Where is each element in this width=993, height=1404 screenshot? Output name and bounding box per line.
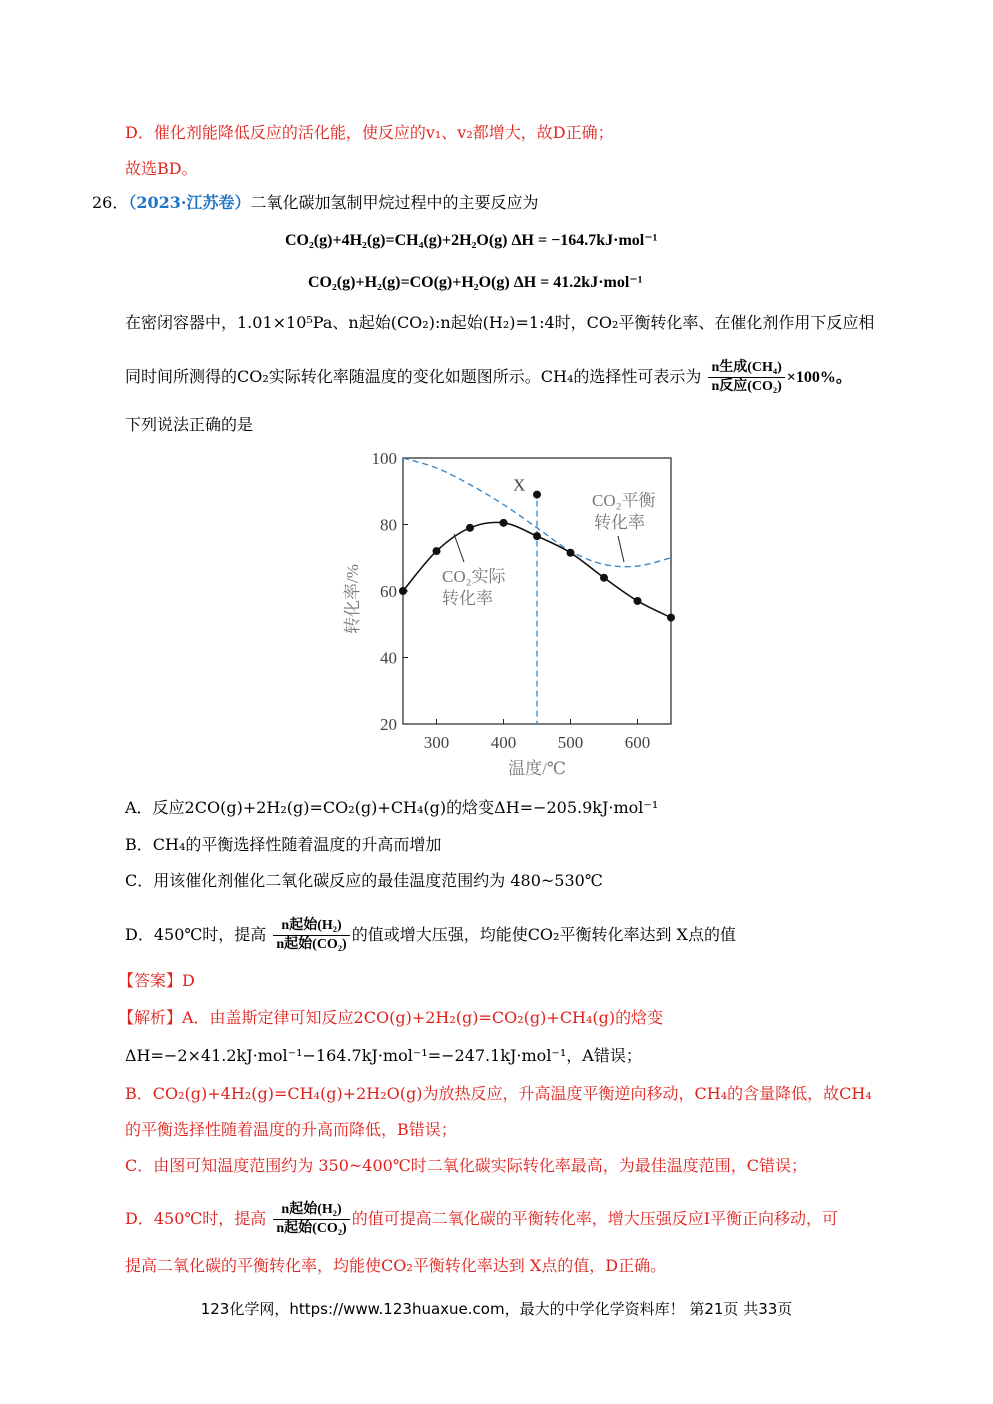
actual-data-point	[399, 587, 407, 595]
y-tick-label: 100	[371, 449, 397, 468]
prev-option-d: D．催化剂能降低反应的活化能，使反应的v₁、v₂都增大，故D正确；	[125, 123, 614, 142]
option-d-suffix: 的值或增大压强，均能使CO₂平衡转化率达到 X点的值	[351, 925, 736, 944]
equilibrium-label-line-1: CO₂平衡	[592, 491, 656, 510]
option-d	[125, 918, 736, 953]
answer-label: 【答案】D	[118, 971, 195, 990]
actual-data-point	[433, 547, 441, 555]
actual-label-line-1: CO₂实际	[442, 567, 506, 586]
analysis-d-numerator: n起始(H₂)	[273, 1202, 349, 1220]
condition-line-2	[125, 360, 852, 395]
page-footer: 123化学网，https://www.123huaxue.com，最大的中学化学资料库！ 第21页 共33页	[200, 1300, 793, 1318]
analysis-a-line-2: ΔH=−2×41.2kJ·mol⁻¹−164.7kJ·mol⁻¹=−247.1kJ·mol⁻¹，A错误；	[125, 1046, 642, 1065]
equation-2: CO₂(g)+H₂(g)=CO(g)+H₂O(g) ΔH = 41.2kJ·mol⁻¹	[308, 274, 643, 291]
y-tick-label: 60	[380, 582, 397, 601]
analysis-d-denominator: n起始(CO₂)	[276, 1221, 347, 1236]
point-x-marker	[533, 491, 541, 499]
analysis-d-fraction	[273, 1202, 349, 1237]
actual-data-point	[600, 574, 608, 582]
question-intro: 二氧化碳加氢制甲烷过程中的主要反应为	[250, 193, 539, 212]
actual-data-point	[567, 549, 575, 557]
analysis-d-line-1	[125, 1202, 838, 1237]
analysis-c: C．由图可知温度范围约为 350~400℃时二氧化碳实际转化率最高，为最佳温度范围，C错误；	[125, 1156, 807, 1175]
option-d-fraction	[273, 918, 349, 953]
option-a: A．反应2CO(g)+2H₂(g)=CO₂(g)+CH₄(g)的焓变ΔH=−205.9kJ·mol⁻¹	[125, 798, 659, 817]
selectivity-numerator: n生成(CH₄)	[708, 360, 784, 378]
x-tick-label: 600	[624, 733, 651, 752]
equilibrium-label-line-2: 转化率	[594, 513, 645, 532]
analysis-a-line-1: 【解析】A．由盖斯定律可知反应2CO(g)+2H₂(g)=CO₂(g)+CH₄(g)的焓变	[118, 1008, 664, 1027]
selectivity-fraction	[708, 360, 784, 395]
selectivity-denominator: n反应(CO₂)	[711, 379, 782, 394]
option-c: C．用该催化剂催化二氧化碳反应的最佳温度范围约为 480~530℃	[125, 871, 603, 890]
x-tick-label: 500	[557, 733, 584, 752]
equilibrium-label-leader	[618, 536, 624, 562]
x-axis-label: 温度/℃	[508, 759, 566, 778]
actual-data-point	[667, 614, 675, 622]
actual-data-point	[500, 519, 508, 527]
actual-label-line-2: 转化率	[442, 589, 493, 608]
analysis-b-line-2: 的平衡选择性随着温度的升高而降低，B错误；	[125, 1120, 457, 1139]
y-tick-label: 20	[380, 715, 397, 734]
selectivity-tail: ×100%。	[786, 369, 852, 386]
analysis-d-line-2: 提高二氧化碳的平衡转化率，均能使CO₂平衡转化率达到 X点的值，D正确。	[125, 1256, 667, 1275]
option-d-numerator: n起始(H₂)	[273, 918, 349, 936]
question-header	[92, 192, 539, 214]
question-source: （2023·江苏卷）	[128, 193, 251, 212]
y-tick-label: 40	[380, 648, 397, 668]
actual-data-point	[466, 524, 474, 532]
point-x-label: X	[513, 475, 526, 495]
actual-label-leader	[454, 534, 464, 562]
analysis-d-prefix: D．450℃时，提高	[125, 1209, 267, 1228]
option-b: B．CH₄的平衡选择性随着温度的升高而增加	[125, 835, 442, 854]
condition-line-2-text: 同时间所测得的CO₂实际转化率随温度的变化如题图所示。CH₄的选择性可表示为	[125, 367, 702, 386]
condition-line-1: 在密闭容器中，1.01×10⁵Pa、n起始(CO₂):n起始(H₂)=1:4时，CO₂平衡转化率、在催化剂作用下反应相	[125, 313, 875, 332]
equation-1: CO₂(g)+4H₂(g)=CH₄(g)+2H₂O(g) ΔH = −164.7kJ·mol⁻¹	[285, 232, 658, 249]
option-d-denominator: n起始(CO₂)	[276, 937, 347, 952]
y-axis-label: 转化率/%	[343, 564, 362, 634]
option-d-prefix: D．450℃时，提高	[125, 925, 267, 944]
x-tick-label: 300	[423, 733, 450, 752]
analysis-d-suffix: 的值可提高二氧化碳的平衡转化率，增大压强反应Ⅰ平衡正向移动，可	[351, 1209, 839, 1228]
x-tick-label: 400	[490, 733, 517, 752]
actual-data-point	[533, 532, 541, 540]
analysis-b-line-1: B．CO₂(g)+4H₂(g)=CH₄(g)+2H₂O(g)为放热反应，升高温度平衡逆向移动，CH₄的含量降低，故CH₄	[125, 1084, 872, 1103]
actual-data-point	[634, 597, 642, 605]
question-ask: 下列说法正确的是	[125, 415, 254, 434]
question-number: 26．	[92, 193, 129, 212]
y-tick-label: 80	[380, 515, 397, 535]
prev-choose: 故选BD。	[125, 159, 198, 178]
conversion-chart	[336, 444, 676, 784]
